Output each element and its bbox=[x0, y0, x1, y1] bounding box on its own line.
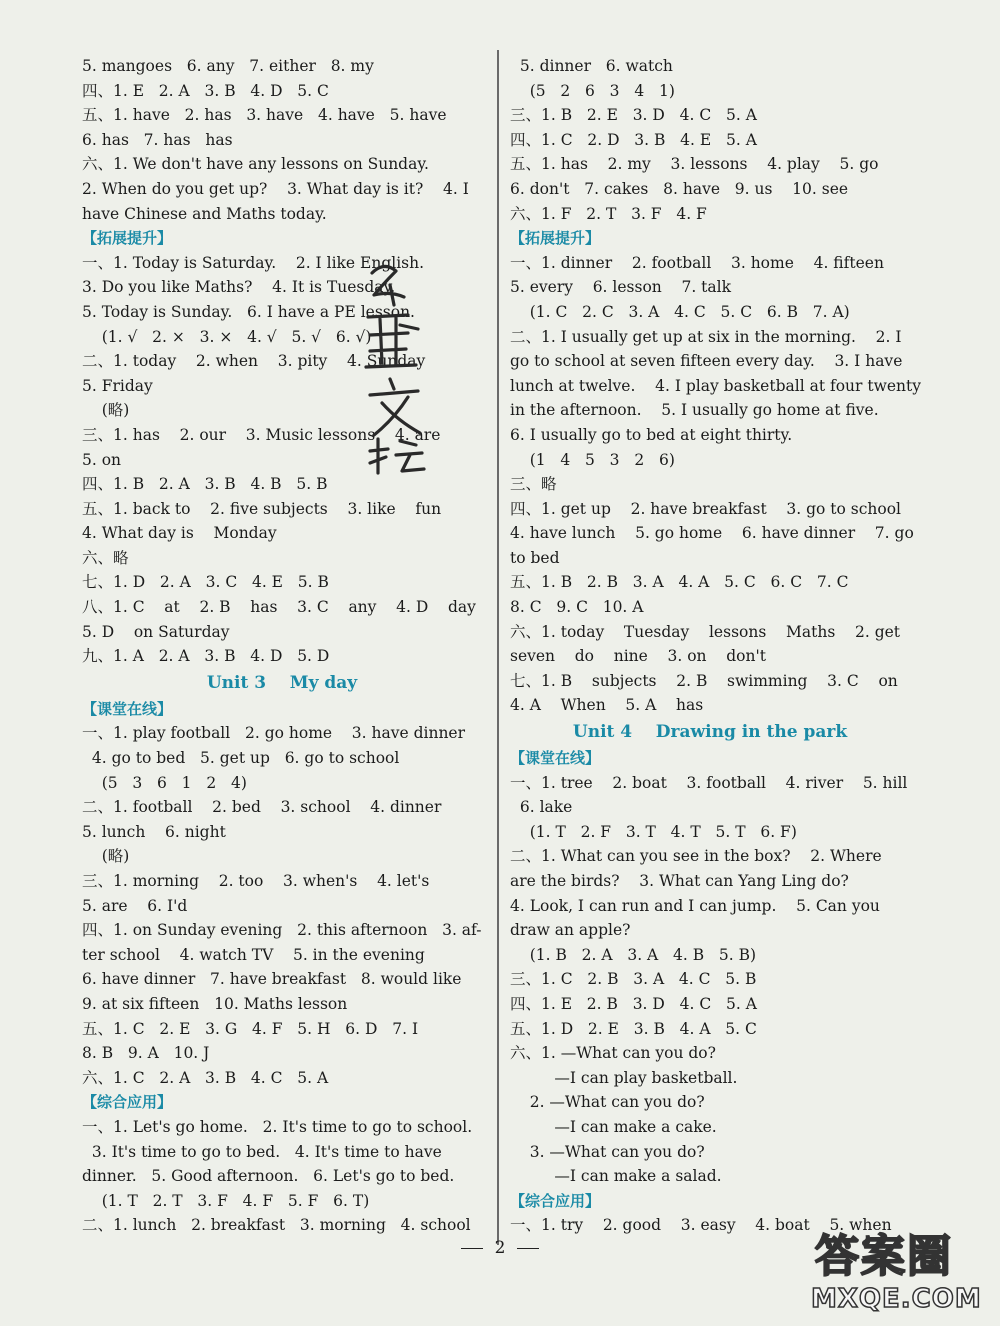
answer-line: dinner. 5. Good afternoon. 6. Let's go to bed. bbox=[82, 1167, 455, 1186]
answer-line: 二、1. football 2. bed 3. school 4. dinner bbox=[82, 798, 442, 817]
unit-title: Unit 4 Drawing in the park bbox=[572, 722, 848, 743]
answer-line: 6. I usually go to bed at eight thirty. bbox=[510, 425, 793, 444]
answer-line: 4. A When 5. A has bbox=[510, 696, 704, 715]
answer-line: —I can make a cake. bbox=[510, 1117, 717, 1136]
answer-line: 5. dinner 6. watch bbox=[510, 57, 673, 75]
watermark-url-text: MXQE.COM bbox=[811, 1284, 982, 1314]
answer-line: 三、1. B 2. E 3. D 4. C 5. A bbox=[510, 106, 757, 125]
answer-line: (1. T 2. T 3. F 4. F 5. F 6. T) bbox=[82, 1191, 370, 1210]
answer-line: 6. don't 7. cakes 8. have 9. us 10. see bbox=[510, 179, 849, 198]
handwritten-note bbox=[360, 255, 440, 475]
answer-line: 四、1. B 2. A 3. B 4. B 5. B bbox=[82, 475, 328, 494]
page-number: 2 bbox=[0, 1238, 1000, 1258]
answer-line: lunch at twelve. 4. I play basketball at four twenty bbox=[510, 376, 922, 395]
answer-line: 2. When do you get up? 3. What day is it? 4. I bbox=[82, 179, 469, 198]
answer-line: go to school at seven fifteen every day. 3. I have bbox=[510, 352, 903, 371]
column-divider bbox=[497, 50, 499, 1245]
answer-line: 三、1. C 2. B 3. A 4. C 5. B bbox=[510, 970, 757, 989]
answer-line: 五、1. back to 2. five subjects 3. like fun bbox=[82, 499, 442, 518]
answer-line: 9. at six fifteen 10. Maths lesson bbox=[82, 994, 348, 1013]
answer-line: 六、1. We don't have any lessons on Sunday. bbox=[82, 155, 429, 174]
section-heading: 【拓展提升】 bbox=[82, 229, 173, 248]
answer-line: 四、1. E 2. B 3. D 4. C 5. A bbox=[510, 994, 757, 1013]
answer-line: —I can make a salad. bbox=[510, 1167, 722, 1186]
answer-line: (5 2 6 3 4 1) bbox=[510, 81, 675, 100]
answer-line: 六、1. today Tuesday lessons Maths 2. get bbox=[510, 622, 901, 641]
answer-line: 3. It's time to go to bed. 4. It's time to have bbox=[82, 1142, 442, 1161]
right-answer-column bbox=[510, 54, 922, 1238]
answer-line: 5. D on Saturday bbox=[82, 622, 230, 641]
answer-line: 5. on bbox=[82, 450, 122, 469]
answer-line: 一、1. Today is Saturday. 2. I like English. bbox=[82, 253, 425, 272]
answer-line: 3. Do you like Maths? 4. It is Tuesday. bbox=[82, 278, 396, 297]
answer-line: (1 4 5 3 2 6) bbox=[510, 450, 675, 469]
answer-line: 4. go to bed 5. get up 6. go to school bbox=[82, 749, 400, 768]
answer-line: 二、1. What can you see in the box? 2. Where bbox=[510, 847, 882, 866]
answer-line: have Chinese and Maths today. bbox=[82, 204, 327, 223]
answer-line: 四、1. C 2. D 3. B 4. E 5. A bbox=[510, 130, 757, 149]
answer-line: 五、1. has 2. my 3. lessons 4. play 5. go bbox=[510, 155, 879, 174]
answer-line: 三、1. morning 2. too 3. when's 4. let's bbox=[82, 872, 430, 890]
answer-line: 四、1. on Sunday evening 2. this afternoon 3. af- bbox=[82, 921, 482, 940]
answer-line: —I can play basketball. bbox=[510, 1068, 738, 1087]
answer-line: (略) bbox=[82, 847, 130, 866]
answer-line: in the afternoon. 5. I usually go home at five. bbox=[510, 401, 879, 420]
section-heading: 【综合应用】 bbox=[510, 1191, 601, 1210]
answer-line: 四、1. E 2. A 3. B 4. D 5. C bbox=[82, 81, 329, 100]
answer-line: 4. What day is Monday bbox=[82, 524, 277, 543]
answer-line: (1. √ 2. × 3. × 4. √ 5. √ 6. √) bbox=[82, 327, 372, 346]
unit-title: Unit 3 My day bbox=[206, 672, 358, 693]
answer-line: 一、1. tree 2. boat 3. football 4. river 5. hill bbox=[510, 773, 908, 792]
answer-line: 五、1. B 2. B 3. A 4. A 5. C 6. C 7. C bbox=[510, 573, 849, 592]
answer-line: 八、1. C at 2. B has 3. C any 4. D day bbox=[82, 598, 476, 617]
answer-line: ter school 4. watch TV 5. in the evening bbox=[82, 945, 425, 964]
answer-line: 5. Friday bbox=[82, 376, 153, 395]
answer-line: to bed bbox=[510, 548, 560, 567]
answer-line: 四、1. get up 2. have breakfast 3. go to school bbox=[510, 499, 902, 518]
answer-line: 三、略 bbox=[510, 475, 557, 494]
answer-line: (1. B 2. A 3. A 4. B 5. B) bbox=[510, 945, 757, 964]
answer-line: 5. every 6. lesson 7. talk bbox=[510, 278, 732, 297]
section-heading: 【拓展提升】 bbox=[510, 229, 601, 248]
answer-line: (略) bbox=[82, 401, 130, 420]
answer-line: 8. C 9. C 10. A bbox=[510, 598, 644, 617]
answer-line: 5. mangoes 6. any 7. either 8. my bbox=[82, 57, 374, 75]
answer-line: 二、1. today 2. when 3. pity 4. Sunday bbox=[82, 352, 426, 371]
answer-line: (1. C 2. C 3. A 4. C 5. C 6. B 7. A) bbox=[510, 302, 850, 321]
answer-line: 5. Today is Sunday. 6. I have a PE lesson. bbox=[82, 302, 415, 321]
answer-line: 2. —What can you do? bbox=[510, 1093, 705, 1112]
answer-line: 8. B 9. A 10. J bbox=[82, 1044, 210, 1063]
answer-line: 5. lunch 6. night bbox=[82, 822, 226, 841]
answer-line: seven do nine 3. on don't bbox=[510, 647, 766, 666]
section-heading: 【综合应用】 bbox=[82, 1093, 173, 1112]
answer-line: 6. have dinner 7. have breakfast 8. would like bbox=[82, 970, 462, 989]
answer-line: 五、1. C 2. E 3. G 4. F 5. H 6. D 7. I bbox=[82, 1019, 419, 1038]
answer-line: are the birds? 3. What can Yang Ling do? bbox=[510, 872, 849, 890]
section-heading: 【课堂在线】 bbox=[510, 749, 601, 768]
answer-line: 一、1. Let's go home. 2. It's time to go to school. bbox=[82, 1117, 473, 1136]
answer-line: (1. T 2. F 3. T 4. T 5. T 6. F) bbox=[510, 822, 797, 841]
answer-line: 6. has 7. has has bbox=[82, 130, 233, 149]
answer-line: 3. —What can you do? bbox=[510, 1142, 705, 1161]
answer-line: (5 3 6 1 2 4) bbox=[82, 773, 247, 792]
answer-line: 4. Look, I can run and I can jump. 5. Can you bbox=[510, 896, 880, 915]
answer-line: 七、1. D 2. A 3. C 4. E 5. B bbox=[82, 573, 329, 592]
answer-line: 六、1. —What can you do? bbox=[510, 1044, 716, 1063]
answer-line: 5. are 6. I'd bbox=[82, 896, 188, 915]
answer-line: 五、1. D 2. E 3. B 4. A 5. C bbox=[510, 1019, 757, 1038]
answer-line: 九、1. A 2. A 3. B 4. D 5. D bbox=[82, 647, 330, 666]
answer-line: 一、1. try 2. good 3. easy 4. boat 5. when bbox=[510, 1216, 892, 1235]
answer-line: 六、略 bbox=[82, 548, 129, 567]
answer-line: 七、1. B subjects 2. B swimming 3. C on bbox=[510, 671, 898, 690]
answer-line: 三、1. has 2. our 3. Music lessons 4. are bbox=[82, 425, 441, 444]
answer-line: 一、1. dinner 2. football 3. home 4. fifteen bbox=[510, 253, 884, 272]
watermark-logo bbox=[805, 1218, 995, 1322]
answer-line: 一、1. play football 2. go home 3. have dinner bbox=[82, 724, 466, 743]
section-heading: 【课堂在线】 bbox=[82, 699, 173, 718]
answer-line: draw an apple? bbox=[510, 921, 631, 940]
answer-line: 五、1. have 2. has 3. have 4. have 5. have bbox=[82, 106, 447, 125]
answer-line: 6. lake bbox=[510, 798, 573, 817]
answer-line: 二、1. lunch 2. breakfast 3. morning 4. school bbox=[82, 1216, 471, 1235]
answer-line: 4. have lunch 5. go home 6. have dinner 7. go bbox=[510, 524, 914, 543]
answer-line: 二、1. I usually get up at six in the morning. 2. I bbox=[510, 327, 902, 346]
left-answer-column bbox=[82, 54, 482, 1238]
watermark-top-text: 答案圈 bbox=[815, 1231, 953, 1282]
answer-line: 六、1. C 2. A 3. B 4. C 5. A bbox=[82, 1068, 329, 1087]
answer-line: 六、1. F 2. T 3. F 4. F bbox=[510, 204, 707, 223]
